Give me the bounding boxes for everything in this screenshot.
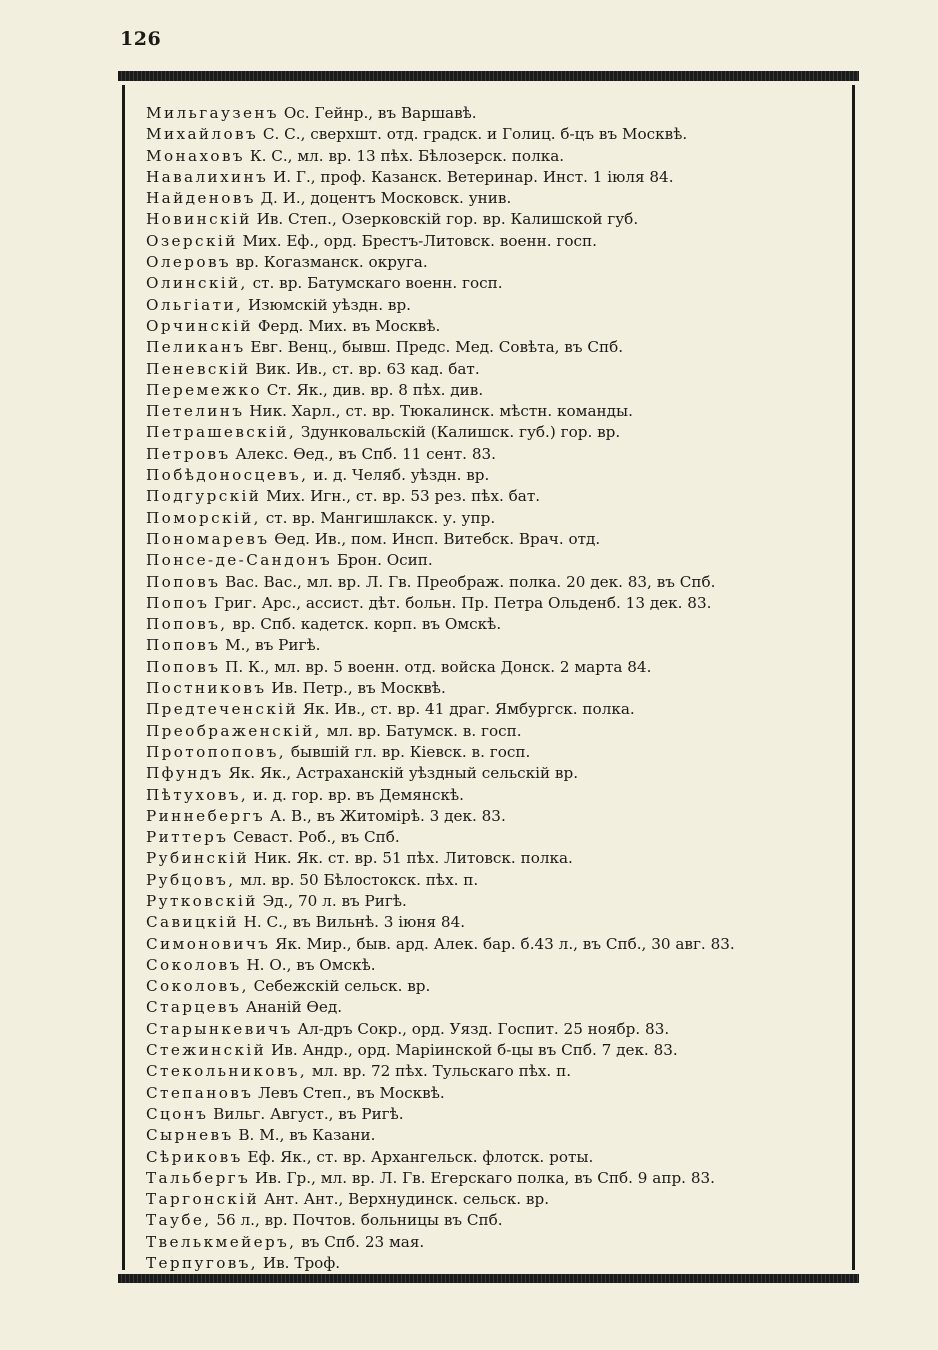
- entry-details: бывшій гл. вр. Кіевск. в. госп.: [290, 742, 531, 761]
- entry-details: Левъ Степ., въ Москвѣ.: [258, 1083, 445, 1102]
- entry-details: Брон. Осип.: [336, 551, 433, 570]
- list-item: [146, 976, 852, 997]
- list-item: [146, 508, 852, 529]
- list-item: [146, 593, 852, 614]
- list-item: [146, 273, 852, 294]
- entry-details: Алекс. Ѳед., въ Спб. 11 сент. 83.: [235, 444, 496, 463]
- list-item: [146, 997, 852, 1018]
- obituary-list: [146, 103, 852, 1274]
- entry-details: М., въ Ригѣ.: [225, 636, 321, 655]
- list-item: [146, 657, 852, 678]
- list-item: [146, 1125, 852, 1146]
- entry-details: Ос. Гейнр., въ Варшавѣ.: [283, 104, 477, 122]
- list-item: [146, 699, 852, 720]
- list-item: [146, 572, 852, 593]
- list-item: [146, 550, 852, 571]
- entry-surname: Подгурскій: [146, 487, 262, 506]
- entry-details: Мих. Игн., ст. вр. 53 рез. пѣх. бат.: [266, 487, 541, 506]
- entry-details: Ив. Петр., въ Москвѣ.: [271, 679, 446, 698]
- entry-surname: Тальбергъ: [146, 1168, 251, 1187]
- entry-surname: Петровъ: [146, 444, 231, 463]
- top-rule: [118, 71, 859, 81]
- entry-surname: Монаховъ: [146, 146, 245, 165]
- entry-details: Д. И., доцентъ Московск. унив.: [260, 189, 512, 208]
- entry-surname: Соколовъ,: [146, 977, 249, 996]
- list-item: [146, 678, 852, 699]
- entry-details: Мих. Еф., орд. Брестъ-Литовск. военн. госп.: [242, 231, 597, 250]
- entry-surname: Старынкевичъ: [146, 1019, 293, 1038]
- entry-details: Севаст. Роб., въ Спб.: [233, 828, 400, 847]
- entry-surname: Перемежко: [146, 380, 262, 399]
- list-item: [146, 359, 852, 380]
- list-item: [146, 1019, 852, 1040]
- entry-surname: Рубинскій: [146, 849, 250, 868]
- entry-surname: Поповъ: [146, 657, 221, 676]
- list-item: [146, 1104, 852, 1125]
- list-item: [146, 124, 852, 145]
- entry-details: мл. вр. 72 пѣх. Тульскаго пѣх. п.: [311, 1062, 572, 1081]
- entry-surname: Соколовъ: [146, 955, 242, 974]
- list-item: [146, 252, 852, 273]
- entry-surname: Побѣдоносцевъ,: [146, 466, 309, 485]
- entry-surname: Сѣриковъ: [146, 1147, 243, 1166]
- list-item: [146, 934, 852, 955]
- entry-surname: Пеневскій: [146, 359, 251, 378]
- list-item: [146, 1189, 852, 1210]
- entry-details: Вик. Ив., ст. вр. 63 кад. бат.: [255, 359, 480, 378]
- entry-surname: Олеровъ: [146, 253, 231, 272]
- list-item: [146, 912, 852, 933]
- entry-surname: Сцонъ: [146, 1104, 209, 1123]
- entry-details: ст. вр. Батумскаго военн. госп.: [252, 274, 503, 293]
- list-item: [146, 848, 852, 869]
- entry-surname: Поповъ: [146, 636, 221, 655]
- entry-surname: Ольгіати,: [146, 295, 244, 314]
- entry-surname: Пфундъ: [146, 764, 224, 783]
- entry-details: Ив. Степ., Озерковскій гор. вр. Калишской губ.: [256, 210, 639, 229]
- list-item: [146, 209, 852, 230]
- list-item: [146, 529, 852, 550]
- entry-surname: Найденовъ: [146, 189, 256, 208]
- entry-surname: Предтеченскій: [146, 700, 299, 719]
- entry-surname: Рубцовъ,: [146, 870, 236, 889]
- list-item: [146, 721, 852, 742]
- entry-surname: Таргонскій: [146, 1190, 260, 1209]
- list-item: [146, 337, 852, 358]
- entry-surname: Симоновичъ: [146, 934, 271, 953]
- entry-details: Як. Як., Астраханскій уѣздный сельскій вр.: [228, 764, 579, 783]
- entry-surname: Рутковскій: [146, 891, 258, 910]
- entry-surname: Риттеръ: [146, 828, 229, 847]
- entry-details: Еф. Як., ст. вр. Архангельск. флотск. роты.: [247, 1147, 594, 1166]
- entry-details: ст. вр. Мангишлакск. у. упр.: [265, 508, 496, 527]
- entry-details: Н. С., въ Вильнѣ. 3 іюня 84.: [243, 913, 466, 932]
- entry-surname: Петрашевскій,: [146, 423, 297, 442]
- entry-details: Григ. Арс., ассист. дѣт. больн. Пр. Петра Ольденб. 13 дек. 83.: [214, 593, 712, 612]
- list-item: [146, 146, 852, 167]
- list-item: [146, 188, 852, 209]
- entry-details: 56 л., вр. Почтов. больницы въ Спб.: [216, 1211, 503, 1230]
- entry-details: Ник. Як. ст. вр. 51 пѣх. Литовск. полка.: [253, 849, 573, 868]
- entry-surname: Пономаревъ: [146, 529, 270, 548]
- list-item: [146, 1232, 852, 1253]
- entry-surname: Озерскій: [146, 231, 238, 250]
- entry-surname: Михайловъ: [146, 125, 259, 144]
- list-item: [146, 870, 852, 891]
- entry-details: мл. вр. 50 Бѣлостокск. пѣх. п.: [240, 870, 479, 889]
- entry-details: Изюмскій уѣздн. вр.: [248, 295, 412, 314]
- entry-details: К. С., мл. вр. 13 пѣх. Бѣлозерск. полка.: [249, 146, 565, 165]
- entry-details: и. д. Челяб. уѣздн. вр.: [313, 466, 490, 485]
- entry-details: Ст. Як., див. вр. 8 пѣх. див.: [266, 380, 484, 399]
- entry-surname: Протопоповъ,: [146, 742, 287, 761]
- list-item: [146, 380, 852, 401]
- entry-surname: Стежинскій: [146, 1041, 267, 1060]
- list-item: [146, 1147, 852, 1168]
- entry-surname: Поповъ,: [146, 615, 228, 634]
- entry-surname: Твелькмейеръ,: [146, 1232, 297, 1251]
- list-item: [146, 295, 852, 316]
- entry-details: Евг. Венц., бывш. Предс. Мед. Совѣта, въ Спб.: [250, 338, 624, 357]
- entry-surname: Степановъ: [146, 1083, 254, 1102]
- list-item: [146, 1083, 852, 1104]
- entry-details: В. М., въ Казани.: [238, 1126, 376, 1145]
- bottom-rule: [118, 1274, 859, 1283]
- list-item: [146, 103, 852, 124]
- entry-details: Ив. Троф.: [262, 1254, 341, 1273]
- entry-surname: Пеликанъ: [146, 338, 246, 357]
- list-item: [146, 1168, 852, 1189]
- entry-surname: Поморскій,: [146, 508, 261, 527]
- list-item: [146, 444, 852, 465]
- list-item: [146, 742, 852, 763]
- entry-surname: Постниковъ: [146, 679, 267, 698]
- list-item: [146, 806, 852, 827]
- list-item: [146, 955, 852, 976]
- entry-surname: Савицкій: [146, 913, 239, 932]
- entry-details: Эд., 70 л. въ Ригѣ.: [262, 891, 407, 910]
- entry-details: Як. Ив., ст. вр. 41 драг. Ямбургск. полка.: [302, 700, 635, 719]
- list-item: [146, 465, 852, 486]
- entry-details: Ѳед. Ив., пом. Инсп. Витебск. Врач. отд.: [274, 529, 601, 548]
- entry-details: мл. вр. Батумск. в. госп.: [326, 721, 522, 740]
- entry-surname: Риннебергъ: [146, 806, 266, 825]
- entry-surname: Сырневъ: [146, 1126, 234, 1145]
- list-item: [146, 1253, 852, 1274]
- entry-details: И. Г., проф. Казанск. Ветеринар. Инст. 1 іюля 84.: [272, 167, 674, 186]
- entry-details: Ник. Харл., ст. вр. Тюкалинск. мѣстн. команды.: [249, 402, 633, 421]
- entry-details: и. д. гор. вр. въ Демянскѣ.: [252, 785, 464, 804]
- entry-details: Вильг. Август., въ Ригѣ.: [213, 1104, 404, 1123]
- entry-surname: Новинскій: [146, 210, 252, 229]
- entry-details: въ Спб. 23 мая.: [301, 1232, 425, 1251]
- entry-details: Н. О., въ Омскѣ.: [246, 955, 376, 974]
- entry-details: П. К., мл. вр. 5 военн. отд. войска Донск. 2 марта 84.: [225, 657, 652, 676]
- entry-surname: Мильгаузенъ: [146, 104, 279, 122]
- list-item: [146, 231, 852, 252]
- entry-surname: Понсе-де-Сандонъ: [146, 551, 333, 570]
- entry-surname: Таубе,: [146, 1211, 212, 1230]
- entry-details: Ферд. Мих. въ Москвѣ.: [257, 316, 441, 335]
- list-item: [146, 1040, 852, 1061]
- list-item: [146, 1061, 852, 1082]
- entry-details: А. В., въ Житомірѣ. 3 дек. 83.: [269, 806, 506, 825]
- list-item: [146, 827, 852, 848]
- entry-surname: Попоъ: [146, 593, 210, 612]
- entry-surname: Пѣтуховъ,: [146, 785, 249, 804]
- entry-details: Як. Мир., быв. ард. Алек. бар. б.43 л., въ Спб., 30 авг. 83.: [275, 934, 735, 953]
- entry-details: Ал-дръ Сокр., орд. Уязд. Госпит. 25 ноябр. 83.: [297, 1019, 670, 1038]
- entry-surname: Олинскій,: [146, 274, 248, 293]
- entry-details: вр. Спб. кадетск. корп. въ Омскѣ.: [232, 615, 502, 634]
- list-item: [146, 167, 852, 188]
- entry-details: Здунковальскій (Калишск. губ.) гор. вр.: [300, 423, 621, 442]
- entry-surname: Терпуговъ,: [146, 1254, 259, 1273]
- list-item: [146, 763, 852, 784]
- entry-details: Ив. Гр., мл. вр. Л. Гв. Егерскаго полка, въ Спб. 9 апр. 83.: [255, 1168, 715, 1187]
- entry-details: Ананій Ѳед.: [245, 998, 343, 1017]
- entry-details: Ант. Ант., Верхнудинск. сельск. вр.: [263, 1190, 550, 1209]
- entry-surname: Преображенскій,: [146, 721, 322, 740]
- entry-details: Ив. Андр., орд. Маріинской б-цы въ Спб. 7 дек. 83.: [271, 1041, 678, 1060]
- list-item: [146, 1210, 852, 1231]
- entry-details: Себежскій сельск. вр.: [253, 977, 431, 996]
- entry-surname: Стекольниковъ,: [146, 1062, 308, 1081]
- entry-surname: Старцевъ: [146, 998, 241, 1017]
- list-item: [146, 401, 852, 422]
- entry-surname: Навалихинъ: [146, 167, 269, 186]
- list-item: [146, 422, 852, 443]
- list-item: [146, 891, 852, 912]
- list-item: [146, 635, 852, 656]
- entry-details: Вас. Вас., мл. вр. Л. Гв. Преображ. полка. 20 дек. 83, въ Спб.: [225, 572, 716, 591]
- list-item: [146, 614, 852, 635]
- list-item: [146, 486, 852, 507]
- list-item: [146, 785, 852, 806]
- entry-details: вр. Когазманск. округа.: [235, 253, 428, 272]
- entry-details: С. С., сверхшт. отд. градск. и Голиц. б-цъ въ Москвѣ.: [262, 125, 688, 144]
- entry-surname: Орчинскій: [146, 316, 254, 335]
- list-item: [146, 316, 852, 337]
- page-number: 126: [120, 28, 162, 50]
- entry-surname: Поповъ: [146, 572, 221, 591]
- entry-surname: Петелинъ: [146, 402, 245, 421]
